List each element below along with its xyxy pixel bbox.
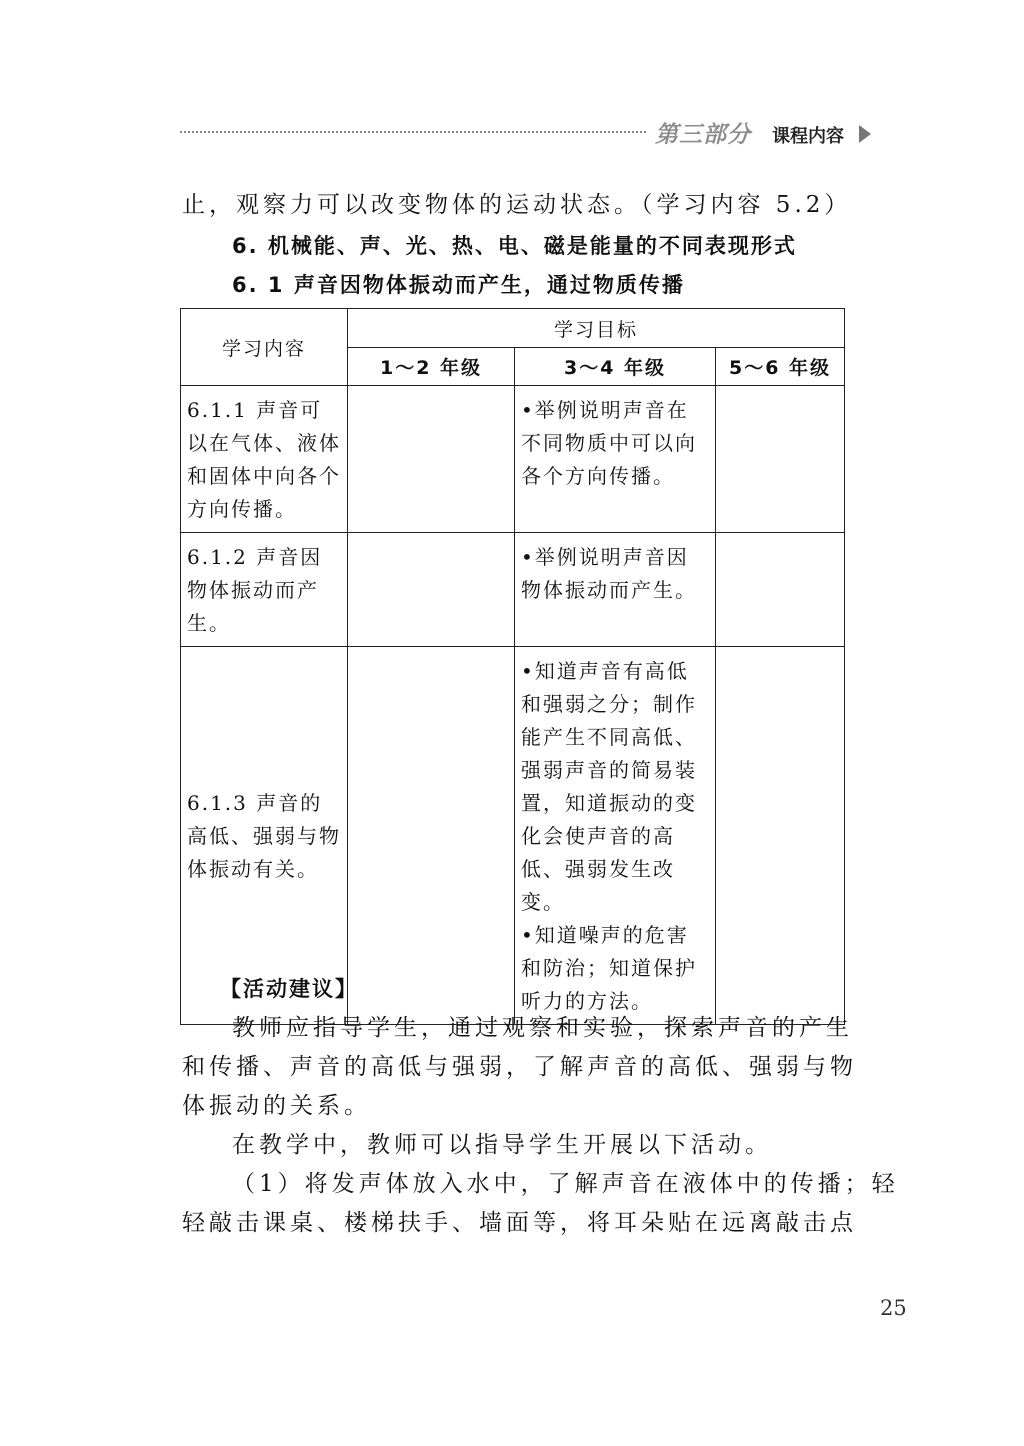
header-grade-3-4: 3～4 年级 bbox=[515, 348, 716, 386]
activity-paragraph-line: 在教学中，教师可以指导学生开展以下活动。 bbox=[232, 1132, 772, 1158]
activity-title: 【活动建议】 bbox=[220, 977, 358, 1001]
table-row bbox=[181, 533, 845, 647]
activity-paragraph-line: 体振动的关系。 bbox=[182, 1093, 371, 1119]
header-grade-1-2: 1～2 年级 bbox=[348, 348, 515, 386]
heading-6: 6. 机械能、声、光、热、电、磁是能量的不同表现形式 bbox=[232, 234, 797, 258]
table-row bbox=[181, 647, 845, 1025]
header-learning-content: 学习内容 bbox=[181, 309, 348, 386]
table-row bbox=[181, 386, 845, 533]
row-grade-3-4-item: •知道声音有高低和强弱之分；制作能产生不同高低、强弱声音的简易装置，知道振动的变化会使声音的高低、强弱发生改变。 bbox=[521, 659, 697, 914]
row-grade-5-6 bbox=[716, 647, 844, 661]
heading-6-1: 6. 1 声音因物体振动而产生，通过物质传播 bbox=[232, 273, 685, 297]
activity-paragraph-line: 教师应指导学生，通过观察和实验，探索声音的产生 bbox=[232, 1015, 853, 1041]
row-content: 6.1.1 声音可以在气体、液体和固体中向各个方向传播。 bbox=[187, 398, 341, 521]
row-grade-5-6 bbox=[716, 533, 844, 547]
activity-paragraph-line: 轻敲击课桌、楼梯扶手、墙面等，将耳朵贴在远离敲击点 bbox=[182, 1210, 857, 1236]
activity-paragraph-line: 和传播、声音的高低与强弱，了解声音的高低、强弱与物 bbox=[182, 1054, 857, 1080]
header-part-label: 第三部分 bbox=[655, 121, 751, 148]
row-grade-3-4-item: •知道噪声的危害和防治；知道保护听力的方法。 bbox=[521, 923, 697, 1013]
row-grade-5-6 bbox=[716, 386, 844, 400]
page-number: 25 bbox=[880, 1296, 907, 1320]
header-learning-goals: 学习目标 bbox=[348, 309, 845, 348]
activity-paragraph-line: （1）将发声体放入水中，了解声音在液体中的传播；轻 bbox=[232, 1171, 899, 1197]
row-grade-1-2 bbox=[348, 533, 514, 547]
row-content: 6.1.2 声音因物体振动而产生。 bbox=[187, 545, 323, 635]
row-grade-1-2 bbox=[348, 647, 514, 661]
row-content: 6.1.3 声音的高低、强弱与物体振动有关。 bbox=[187, 791, 341, 881]
header-arrow-icon bbox=[859, 125, 871, 143]
continuation-line: 止，观察力可以改变物体的运动状态。（学习内容 5.2） bbox=[182, 192, 852, 218]
row-grade-3-4: •举例说明声音因物体振动而产生。 bbox=[521, 545, 697, 602]
header-dotted-rule bbox=[180, 131, 646, 133]
row-grade-3-4: •举例说明声音在不同物质中可以向各个方向传播。 bbox=[521, 398, 697, 488]
header-grade-5-6: 5～6 年级 bbox=[716, 348, 845, 386]
learning-standards-table bbox=[180, 308, 845, 1025]
row-grade-1-2 bbox=[348, 386, 514, 400]
header-section-label: 课程内容 bbox=[772, 126, 844, 147]
